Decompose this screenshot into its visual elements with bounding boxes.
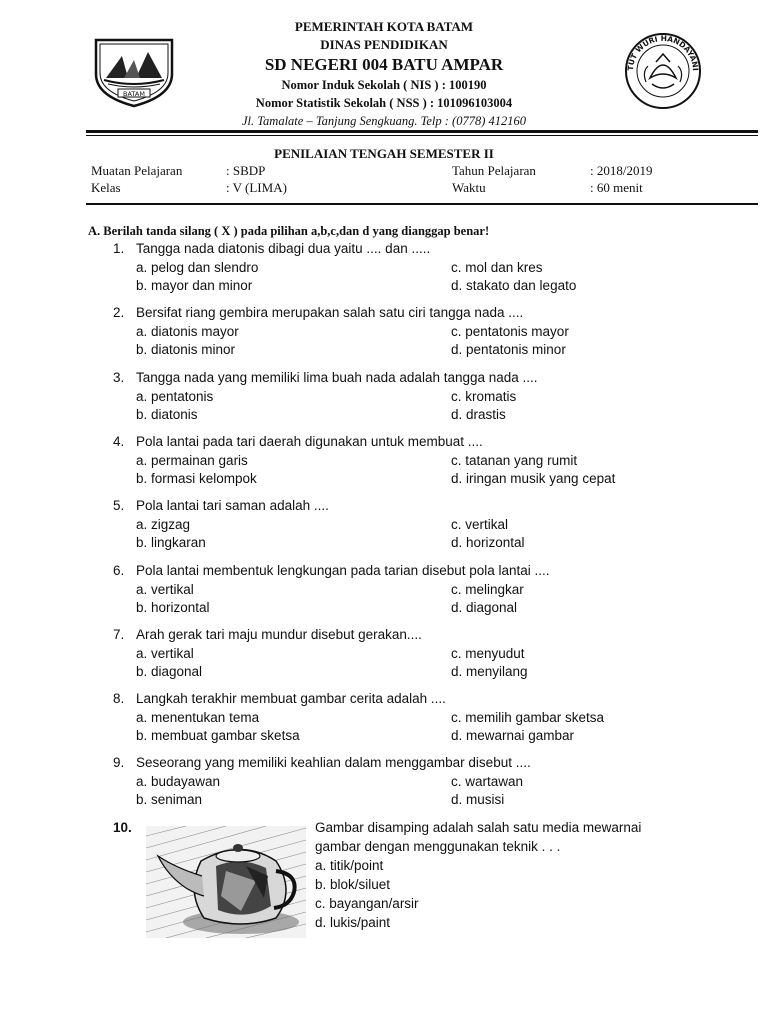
question-text: Bersifat riang gembira merupakan salah satu ciri tangga nada .... [136, 305, 524, 320]
logo-right-text: TUT WURI HANDAYANI [625, 33, 701, 72]
option-a[interactable]: a. permainan garis [136, 453, 248, 468]
option-a[interactable]: a. menentukan tema [136, 710, 260, 725]
class-value: : V (LIMA) [226, 180, 287, 195]
option-d[interactable]: d. musisi [451, 792, 505, 807]
question-text: Tangga nada yang memiliki lima buah nada adalah tangga nada .... [136, 370, 538, 385]
nss-line: Nomor Statistik Sekolah ( NSS ) : 101096103004 [255, 96, 513, 110]
logo-left-text: BATAM [123, 90, 145, 98]
question-text: Pola lantai pada tari daerah digunakan untuk membuat .... [136, 434, 483, 449]
option-c[interactable]: c. wartawan [451, 774, 524, 789]
question-text: Tangga nada diatonis dibagi dua yaitu .... dan ..... [136, 241, 431, 256]
question-text: Pola lantai membentuk lengkungan pada tarian disebut pola lantai .... [136, 563, 550, 578]
header-rule [86, 130, 758, 133]
subject-label: Muatan Pelajaran [91, 163, 183, 178]
dinas-name: DINAS PENDIDIKAN [320, 37, 448, 52]
option-b[interactable]: b. diatonis minor [136, 342, 236, 357]
address-line: Jl. Tamalate – Tanjung Sengkuang. Telp : (0778) 412160 [241, 114, 527, 128]
question-text: Seseorang yang memiliki keahlian dalam menggambar disebut .... [136, 755, 531, 770]
option-c[interactable]: c. memilih gambar sketsa [451, 710, 605, 725]
option-a[interactable]: a. vertikal [136, 646, 194, 661]
question-text: Pola lantai tari saman adalah .... [136, 498, 329, 513]
question-text-cont: gambar dengan menggunakan teknik . . . [315, 839, 561, 854]
option-c[interactable]: c. melingkar [451, 582, 524, 597]
info-rule [86, 203, 758, 205]
option-c[interactable]: c. tatanan yang rumit [451, 453, 578, 468]
option-c[interactable]: c. bayangan/arsir [315, 896, 419, 911]
option-a[interactable]: a. budayawan [136, 774, 221, 789]
question-number: 7. [113, 627, 125, 642]
option-a[interactable]: a. vertikal [136, 582, 194, 597]
batam-logo-icon [92, 34, 176, 108]
option-d[interactable]: d. stakato dan legato [451, 278, 577, 293]
option-c[interactable]: c. menyudut [451, 646, 525, 661]
subject-value: : SBDP [226, 163, 266, 178]
question-number: 5. [113, 498, 125, 513]
option-a[interactable]: a. zigzag [136, 517, 191, 532]
question-10 [315, 818, 715, 932]
option-c[interactable]: c. mol dan kres [451, 260, 543, 275]
option-d[interactable]: d. menyilang [451, 664, 528, 679]
option-b[interactable]: b. mayor dan minor [136, 278, 253, 293]
question-number: 8. [113, 691, 125, 706]
school-name: SD NEGERI 004 BATU AMPAR [264, 55, 504, 74]
option-c[interactable]: c. pentatonis mayor [451, 324, 569, 339]
question-number: 6. [113, 563, 125, 578]
header-rule-thin [86, 135, 758, 136]
option-b[interactable]: b. seniman [136, 792, 203, 807]
question-text: Gambar disamping adalah salah satu media mewarnai [315, 820, 642, 835]
year-label: Tahun Pelajaran [452, 163, 536, 178]
nis-line: Nomor Induk Sekolah ( NIS ) : 100190 [281, 78, 487, 92]
option-c[interactable]: c. kromatis [451, 389, 517, 404]
question-number: 1. [113, 241, 125, 256]
option-b[interactable]: b. blok/siluet [315, 877, 391, 892]
tut-wuri-logo-icon [622, 32, 704, 110]
option-b[interactable]: b. lingkaran [136, 535, 206, 550]
option-a[interactable]: a. pelog dan slendro [136, 260, 259, 275]
question-number: 2. [113, 305, 125, 320]
option-b[interactable]: b. diatonis [136, 407, 198, 422]
class-label: Kelas [91, 180, 121, 195]
teapot-image [146, 826, 306, 938]
time-value: : 60 menit [590, 180, 643, 195]
exam-title: PENILAIAN TENGAH SEMESTER II [274, 146, 494, 161]
question-text: Langkah terakhir membuat gambar cerita adalah .... [136, 691, 446, 706]
option-a[interactable]: a. diatonis mayor [136, 324, 239, 339]
option-d[interactable]: d. horizontal [451, 535, 525, 550]
option-b[interactable]: b. diagonal [136, 664, 203, 679]
question-number: 10. [113, 820, 132, 835]
question-number: 9. [113, 755, 125, 770]
year-value: : 2018/2019 [590, 163, 653, 178]
time-label: Waktu [452, 180, 486, 195]
option-d[interactable]: d. drastis [451, 407, 506, 422]
question-number: 3. [113, 370, 125, 385]
option-d[interactable]: d. lukis/paint [315, 915, 391, 930]
option-c[interactable]: c. vertikal [451, 517, 509, 532]
option-b[interactable]: b. formasi kelompok [136, 471, 257, 486]
option-a[interactable]: a. titik/point [315, 858, 384, 873]
option-b[interactable]: b. membuat gambar sketsa [136, 728, 300, 743]
gov-name: PEMERINTAH KOTA BATAM [294, 19, 474, 34]
option-b[interactable]: b. horizontal [136, 600, 210, 615]
option-d[interactable]: d. diagonal [451, 600, 518, 615]
option-d[interactable]: d. pentatonis minor [451, 342, 566, 357]
question-text: Arah gerak tari maju mundur disebut gerakan.... [136, 627, 422, 642]
option-d[interactable]: d. mewarnai gambar [451, 728, 575, 743]
option-d[interactable]: d. iringan musik yang cepat [451, 471, 616, 486]
option-a[interactable]: a. pentatonis [136, 389, 214, 404]
question-number: 4. [113, 434, 125, 449]
instruction: A. Berilah tanda silang ( X ) pada pilihan a,b,c,dan d yang dianggap benar! [88, 224, 490, 238]
